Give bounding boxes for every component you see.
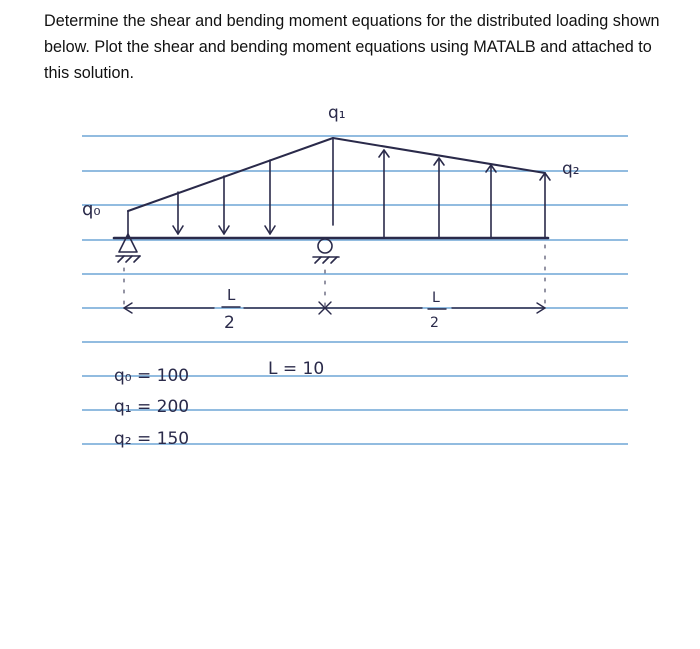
- left-load-arrows: [128, 138, 333, 238]
- q1-label: q₁: [328, 103, 346, 123]
- q2-label: q₂: [562, 159, 580, 179]
- given-q0: q₀ = 100: [114, 366, 190, 386]
- half-span-right-denominator: 2: [430, 315, 439, 331]
- problem-statement: Determine the shear and bending moment equations for the distributed loading shown below. Plot the shear and bending moment equations using MATALB and attached to this solution.: [44, 12, 660, 82]
- given-q1: q₁ = 200: [114, 397, 190, 417]
- middle-support-icon: [313, 239, 339, 263]
- right-load-arrows: [379, 150, 550, 238]
- q0-label: q₀: [82, 199, 101, 220]
- half-span-right-numerator: L: [432, 290, 440, 306]
- dimension-line: [124, 302, 545, 314]
- half-span-left-denominator: 2: [224, 313, 235, 333]
- dimension-dashes: [124, 245, 545, 306]
- given-q2: q₂ = 150: [114, 429, 190, 449]
- given-L: L = 10: [268, 359, 325, 379]
- load-envelope: [128, 138, 545, 211]
- half-span-left-numerator: L: [227, 286, 236, 304]
